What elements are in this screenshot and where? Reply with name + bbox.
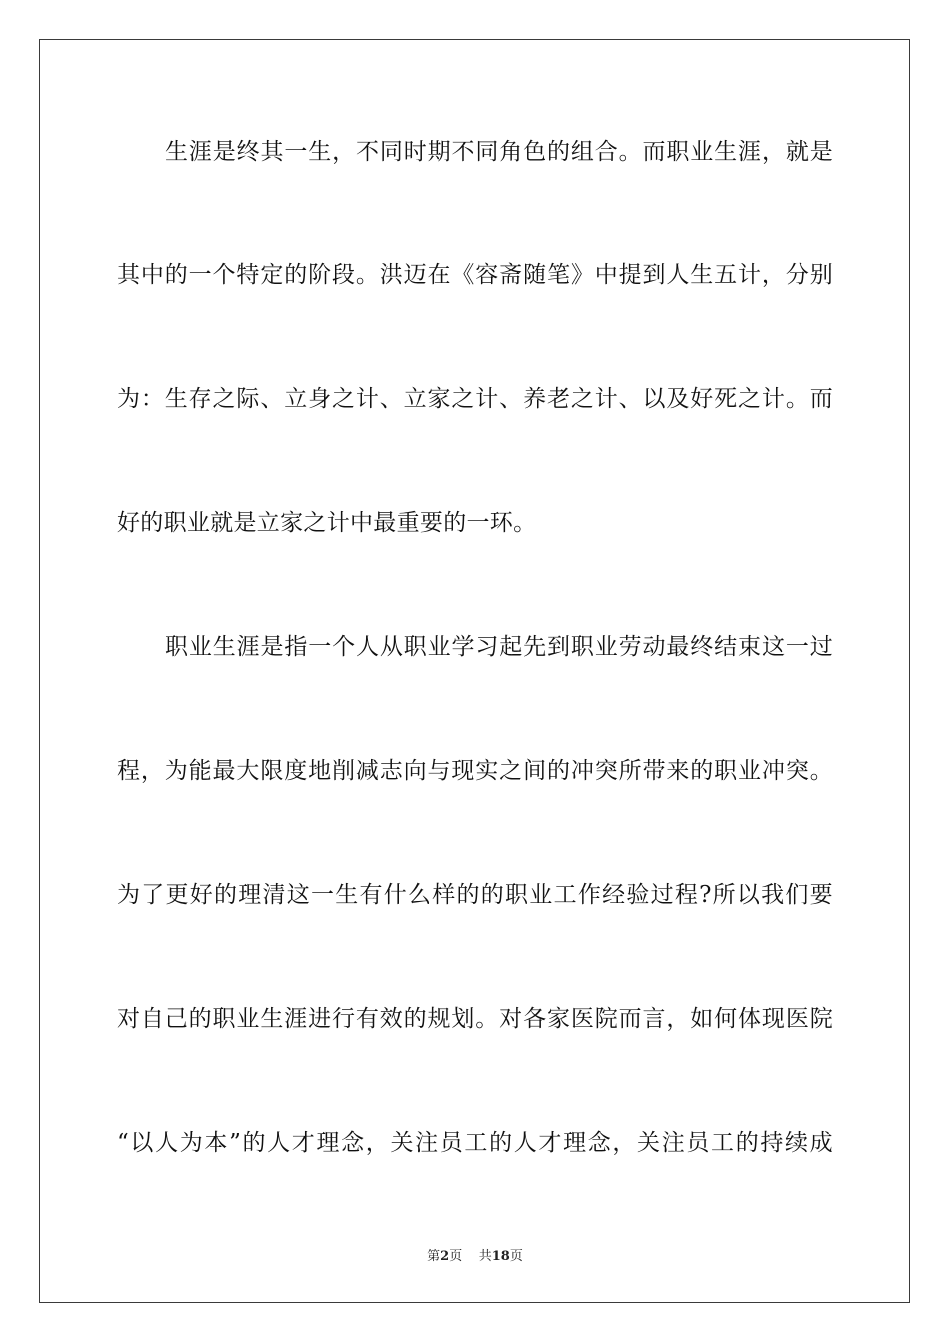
footer-page-number: 2 (440, 1249, 450, 1264)
footer-total-suffix: 页 (509, 1249, 523, 1264)
footer-page-prefix: 第 (427, 1249, 441, 1264)
footer-page-suffix: 页 (449, 1249, 463, 1264)
paragraph-2-line-4: 对自己的职业生涯进行有效的规划。对各家医院而言，如何体现医院 (117, 1006, 833, 1032)
paragraph-2-line-3: 为了更好的理清这一生有什么样的的职业工作经验过程?所以我们要 (117, 882, 833, 908)
paragraph-2-line-1: 职业生涯是指一个人从职业学习起先到职业劳动最终结束这一过 (165, 634, 833, 660)
paragraph-1-line-2: 其中的一个特定的阶段。洪迈在《容斋随笔》中提到人生五计，分别 (117, 262, 833, 288)
footer-total-number: 18 (491, 1249, 510, 1264)
paragraph-1-line-3: 为：生存之际、立身之计、立家之计、养老之计、以及好死之计。而 (117, 386, 833, 412)
paragraph-1-line-1: 生涯是终其一生，不同时期不同角色的组合。而职业生涯，就是 (165, 139, 833, 165)
paragraph-1-line-4: 好的职业就是立家之计中最重要的一环。 (117, 510, 537, 536)
page-footer (0, 1247, 950, 1267)
footer-total-prefix: 共 (478, 1249, 492, 1264)
paragraph-2-line-5: “以人为本”的人才理念，关注员工的人才理念，关注员工的持续成 (117, 1130, 833, 1156)
page-border (39, 39, 910, 1303)
paragraph-2-line-2: 程，为能最大限度地削减志向与现实之间的冲突所带来的职业冲突。 (117, 758, 833, 784)
